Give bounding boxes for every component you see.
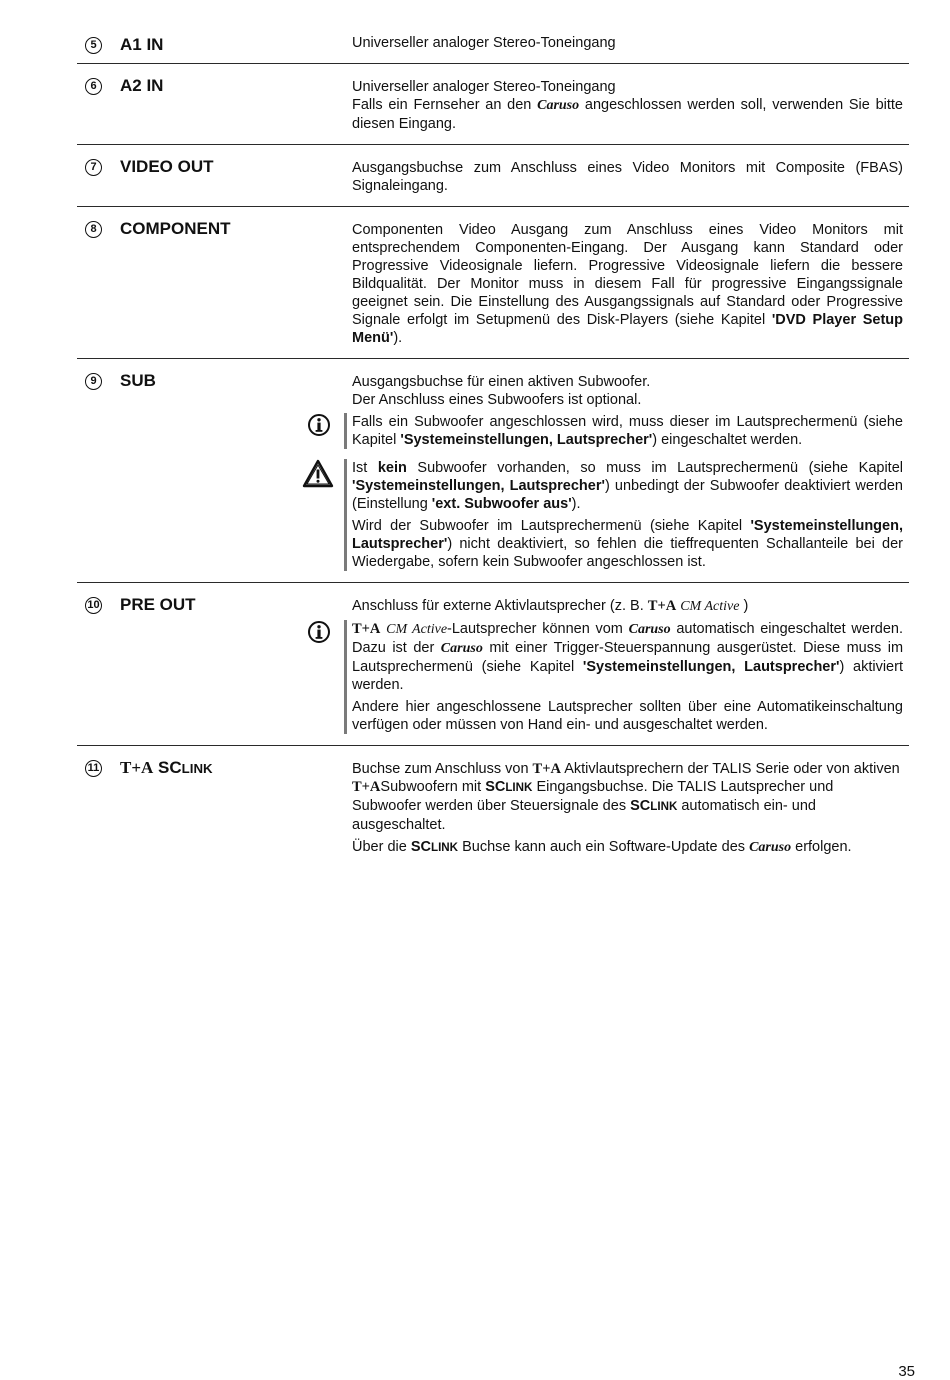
item-number: 11: [85, 760, 102, 777]
item-description: Ausgangsbuchse zum Anschluss eines Video Monitors mit Composite (FBAS) Signaleingang.: [352, 160, 903, 194]
item-label: A1 IN: [120, 35, 164, 54]
item-number: 5: [85, 37, 102, 54]
item-number: 6: [85, 78, 102, 95]
item-number: 9: [85, 373, 102, 390]
item-label: T+A SCLINK: [120, 758, 213, 777]
row-component: [77, 207, 909, 359]
item-number: 10: [85, 597, 102, 614]
item-description: Buchse zum Anschluss von T+A Aktivlautsprechern der TALIS Serie oder von aktiven T+ASubwoofern mit SCLINK Eingangsbuchse. Die TALIS Lautsprecher und Subwoofer werden über Steuersignale des SCLINK automatisch ein- und ausgeschaltet. Über die SCLINK Buchse kann auch ein Software-Update des Caruso erfolgen.: [352, 761, 900, 855]
item-label: COMPONENT: [120, 219, 231, 238]
item-number: 8: [85, 221, 102, 238]
item-description: Componenten Video Ausgang zum Anschluss eines Video Monitors mit entsprechendem Componenten-Eingang. Der Ausgang kann Standard oder Progressive Videosignale liefern. Progressive Videosignale liefern die bessere Bildqualität. Der Monitor muss in diesem Fall für progressive Eingangssignale geeignet sein. Die Einstellung des Ausgangssignals auf Standard oder Progressive Signale erfolgt im Setupmenü des Disk-Players (siehe Kapitel 'DVD Player Setup Menü').: [352, 222, 903, 346]
row-a2-in: [77, 64, 909, 145]
row-sclink: [77, 746, 909, 868]
page-number: 35: [898, 1363, 915, 1380]
item-label: A2 IN: [120, 76, 164, 95]
info-circle-icon: [307, 413, 331, 442]
item-description: Universeller analoger Stereo-Toneingang: [352, 35, 616, 51]
row-sub: [77, 359, 909, 583]
ta-logo: T+A: [120, 758, 154, 777]
caruso-logo: Caruso: [537, 98, 580, 113]
item-label: SUB: [120, 371, 156, 390]
item-description: Ausgangsbuchse für einen aktiven Subwoofer. Der Anschluss eines Subwoofers ist optional. Falls ein Subwoofer angeschlossen wird, muss dieser im Lautsprechermenü (siehe Kapitel 'Systemeinstellungen, Lautsprecher') eingeschaltet werden. Ist kein Subwoofer vorhanden, so muss im Lautsprechermenü (siehe Kapitel 'Systemeinstellungen, Lautsprecher') unbedingt der Subwoofer deaktiviert werden (Einstellung 'ext. Subwoofer aus'). Wird der Subwoofer im Lautsprechermenü (siehe Kapitel 'Systemeinstellungen, Lautsprecher') nicht deaktiviert, so fehlen die tieffrequenten Schallanteile bei der Wiedergabe, sofern kein Subwoofer angeschlossen ist.: [352, 373, 903, 571]
info-circle-icon: [307, 620, 331, 649]
item-description: Universeller analoger Stereo-Toneingang Falls ein Fernseher an den Caruso angeschlossen werden soll, verwenden Sie bitte diesen Eingang.: [352, 79, 903, 132]
row-pre-out: [77, 583, 909, 746]
item-label: PRE OUT: [120, 595, 196, 614]
info-note: T+A CM Active-Lautsprecher können vom Caruso automatisch eingeschaltet werden. Dazu ist der Caruso mit einer Trigger-Steuerspannung ausgerüstet. Diese muss im Lautsprechermenü (siehe Kapitel 'Systemeinstellungen, Lautsprecher') aktiviert werden. Andere hier angeschlossene Lautsprecher sollten über eine Automatikeinschaltung verfügen oder müssen von Hand ein- und ausgeschaltet werden.: [344, 620, 903, 734]
cm-active-logo: CM Active: [680, 599, 740, 614]
ta-logo: T+A: [647, 598, 677, 614]
item-label: VIDEO OUT: [120, 157, 214, 176]
info-note: Falls ein Subwoofer angeschlossen wird, muss dieser im Lautsprechermenü (siehe Kapitel 'Systemeinstellungen, Lautsprecher') eingeschaltet werden.: [344, 413, 903, 449]
row-a1-in: [77, 24, 909, 64]
item-description: Anschluss für externe Aktivlautsprecher (z. B. T+A CM Active ) T+A CM Active-Lautsprecher können vom Caruso automatisch eingeschaltet werden. Dazu ist der Caruso mit einer Trigger-Steuerspannung ausgerüstet. Diese muss im Lautsprechermenü (siehe Kapitel 'Systemeinstellungen, Lautsprecher') aktiviert werden. Andere hier angeschlossene Lautsprecher sollten über eine Automatikeinschaltung verfügen oder müssen von Hand ein- und ausgeschaltet werden.: [352, 597, 903, 734]
item-number: 7: [85, 159, 102, 176]
row-video-out: [77, 145, 909, 207]
warning-triangle-icon: [302, 459, 334, 493]
manual-page: [77, 24, 909, 868]
warning-note: Ist kein Subwoofer vorhanden, so muss im Lautsprechermenü (siehe Kapitel 'Systemeinstellungen, Lautsprecher') unbedingt der Subwoofer deaktiviert werden (Einstellung 'ext. Subwoofer aus'). Wird der Subwoofer im Lautsprechermenü (siehe Kapitel 'Systemeinstellungen, Lautsprecher') nicht deaktiviert, so fehlen die tieffrequenten Schallanteile bei der Wiedergabe, sofern kein Subwoofer angeschlossen ist.: [344, 459, 903, 571]
